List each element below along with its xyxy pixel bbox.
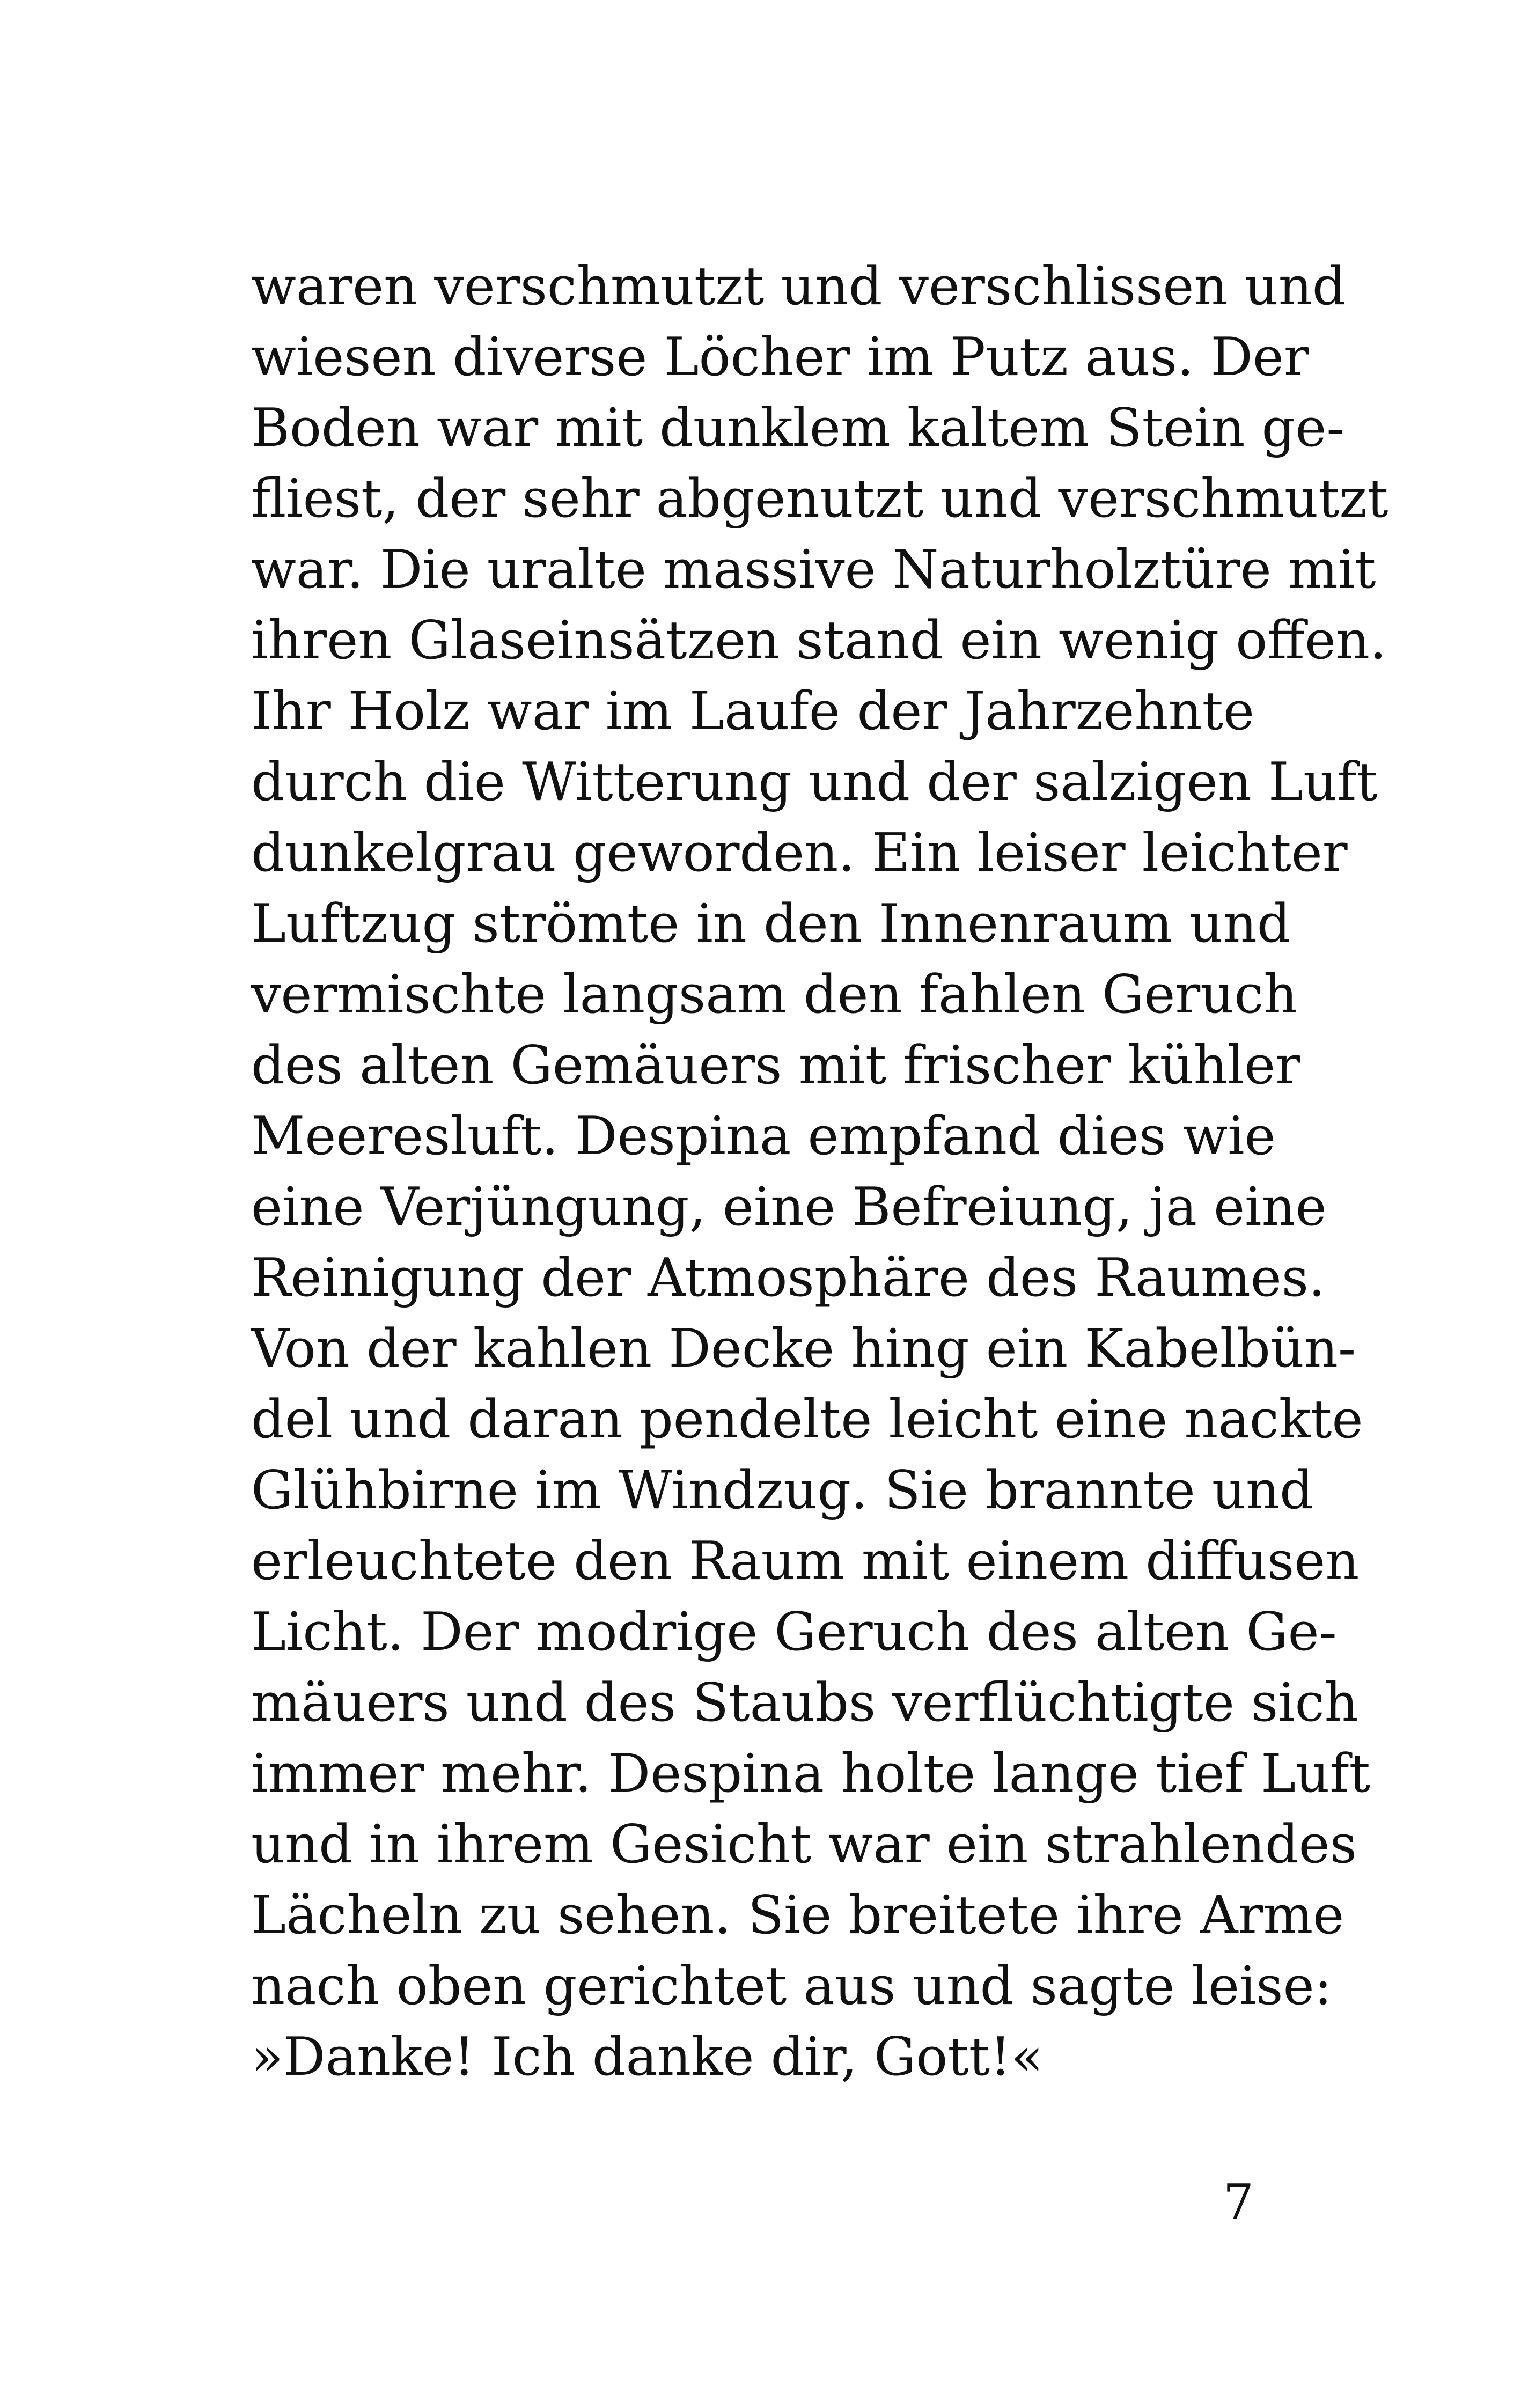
text-line: ihren Glaseinsätzen stand ein wenig offen. bbox=[251, 610, 1387, 671]
text-line: Luftzug strömte in den Innenraum und bbox=[251, 893, 1291, 955]
text-line: mäuers und des Staubs verflüchtigte sich bbox=[251, 1672, 1358, 1734]
text-line: waren verschmutzt und verschlissen und bbox=[251, 256, 1346, 317]
text-line: Von der kahlen Decke hing ein Kabelbün- bbox=[251, 1318, 1356, 1379]
text-line: Licht. Der modrige Geruch des alten Ge- bbox=[251, 1602, 1337, 1663]
text-line: Lächeln zu sehen. Sie breitete ihre Arme bbox=[251, 1885, 1344, 1946]
text-line: Ihr Holz war im Laufe der Jahrzehnte bbox=[251, 681, 1254, 742]
text-line: Glühbirne im Windzug. Sie brannte und bbox=[251, 1460, 1313, 1521]
text-line: Boden war mit dunklem kaltem Stein ge- bbox=[251, 398, 1344, 459]
text-line: vermischte langsam den fahlen Geruch bbox=[251, 964, 1298, 1025]
text-line: del und daran pendelte leicht eine nackte bbox=[251, 1389, 1363, 1450]
text-line: und in ihrem Gesicht war ein strahlendes bbox=[251, 1814, 1357, 1875]
text-line: Meeresluft. Despina empfand dies wie bbox=[251, 1106, 1276, 1167]
text-line: eine Verjüngung, eine Befreiung, ja eine bbox=[251, 1177, 1327, 1238]
text-line: wiesen diverse Löcher im Putz aus. Der bbox=[251, 327, 1309, 388]
text-line: war. Die uralte massive Naturholztüre mit bbox=[251, 539, 1376, 600]
page-number: 7 bbox=[1223, 2174, 1254, 2230]
text-line: fliest, der sehr abgenutzt und verschmutzt bbox=[251, 468, 1388, 530]
text-line: des alten Gemäuers mit frischer kühler bbox=[251, 1035, 1300, 1096]
text-line: »Danke! Ich danke dir, Gott!« bbox=[251, 2027, 1044, 2088]
text-line: Reinigung der Atmosphäre des Raumes. bbox=[251, 1247, 1326, 1309]
text-line: erleuchtete den Raum mit einem diffusen bbox=[251, 1531, 1360, 1592]
text-line: durch die Witterung und der salzigen Luft bbox=[251, 752, 1378, 813]
text-line: immer mehr. Despina holte lange tief Luft bbox=[251, 1743, 1370, 1804]
text-line: dunkelgrau geworden. Ein leiser leichter bbox=[251, 823, 1348, 884]
text-line: nach oben gerichtet aus und sagte leise: bbox=[251, 1956, 1332, 2017]
body-text bbox=[251, 251, 1388, 2093]
